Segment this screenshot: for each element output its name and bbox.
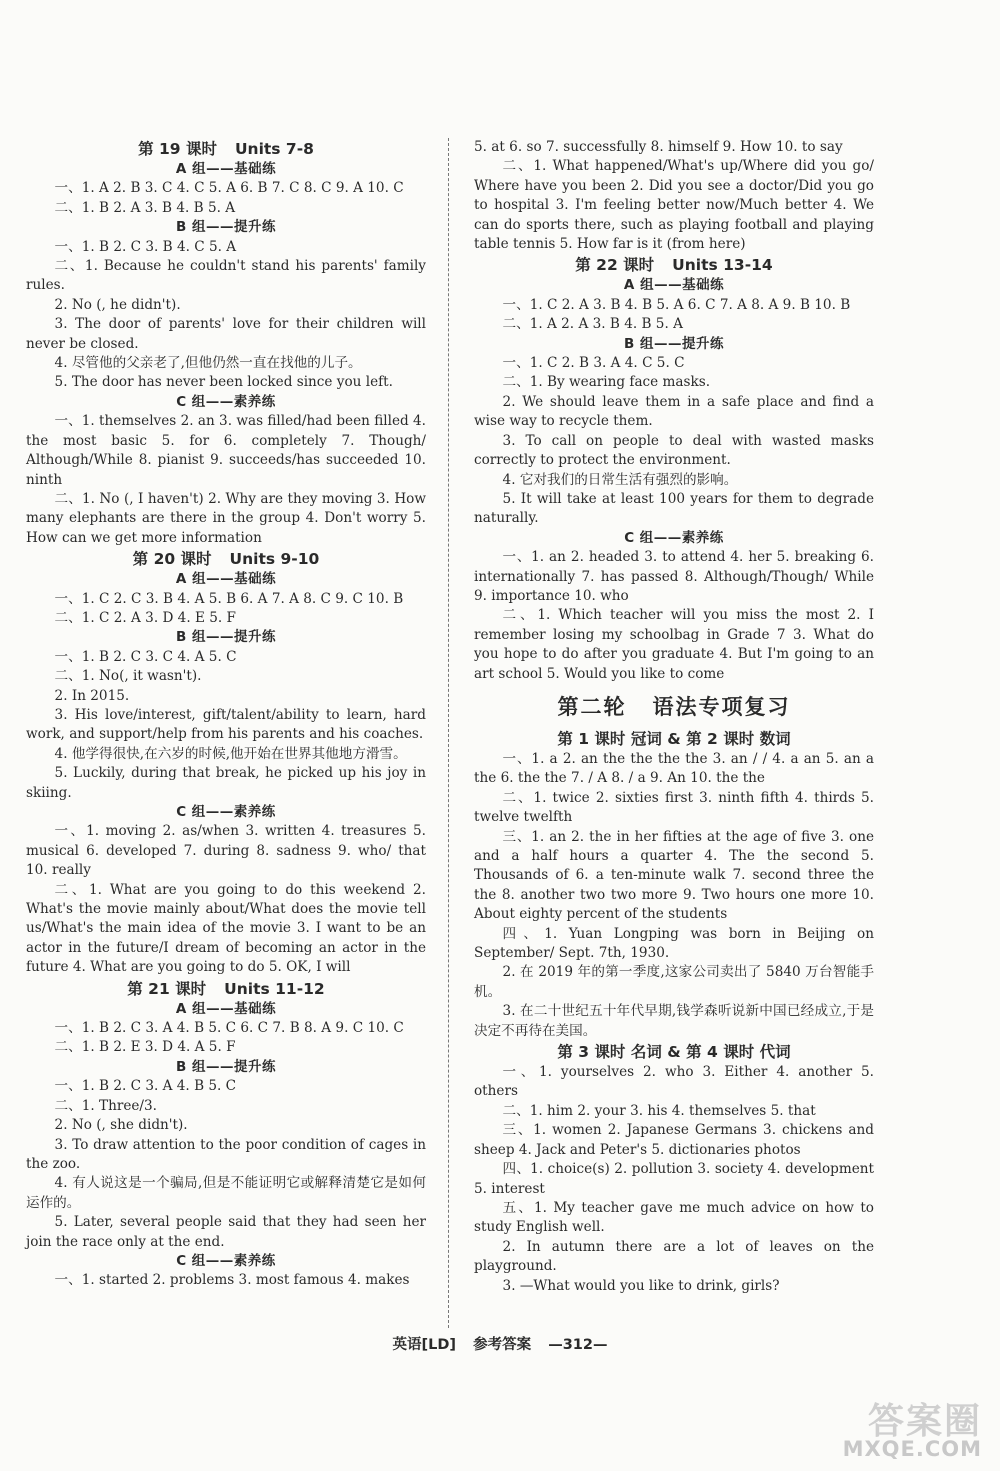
lesson-units: Units 13-14 bbox=[672, 256, 773, 275]
answer-line: 5. Luckily, during that break, he picked up his joy in skiing. bbox=[26, 765, 426, 801]
lesson-heading bbox=[474, 254, 874, 276]
group-heading: B 组——提升练 bbox=[176, 219, 276, 236]
answer-line: 一、1. C 2. A 3. B 4. B 5. A 6. C 7. A 8. A 9. B 10. B bbox=[502, 296, 851, 313]
answer-line: 一、1. C 2. B 3. A 4. C 5. C bbox=[502, 355, 685, 372]
lesson-number: 第 19 课时 bbox=[138, 140, 217, 158]
round-title: 第二轮 bbox=[557, 694, 627, 719]
answer-line: 2. No (, he didn't). bbox=[54, 296, 181, 313]
group-heading: A 组——基础练 bbox=[175, 1000, 277, 1017]
answer-line: 二、1. B 2. A 3. B 4. B 5. A bbox=[54, 199, 236, 216]
group-heading: C 组——素养练 bbox=[176, 804, 276, 820]
answer-line: 一、1. C 2. C 3. B 4. A 5. B 6. A 7. A 8. C 9. C 10. B bbox=[54, 590, 404, 607]
answer-line: 3. His love/interest, gift/talent/ability to learn, hard work, and support/help from his parents and his coaches. bbox=[26, 706, 426, 743]
lesson-units: Units 11-12 bbox=[224, 979, 325, 998]
answer-line: 一、1. yourselves 2. who 3. Either 4. another 5. others bbox=[474, 1064, 874, 1100]
answer-line: 四、1. Yuan Longping was born in Beijing on September/ Sept. 7th, 1930. bbox=[474, 925, 874, 962]
answer-line: 4. 他学得很快,在六岁的时候,他开始在世界其他地方滑雪。 bbox=[54, 745, 407, 762]
group-heading: A 组——基础练 bbox=[175, 161, 277, 177]
answer-line: 二、1. him 2. your 3. his 4. themselves 5. that bbox=[502, 1102, 816, 1119]
answer-line: 5. at 6. so 7. successfully 8. himself 9. How 10. to say bbox=[474, 139, 843, 155]
lesson-heading bbox=[26, 138, 426, 160]
group-heading: C 组——素养练 bbox=[624, 529, 724, 546]
group-heading: B 组——提升练 bbox=[176, 629, 276, 646]
answer-line: 3. To draw attention to the poor condition of cages in the zoo. bbox=[26, 1136, 426, 1172]
lesson-heading bbox=[474, 728, 874, 750]
lesson-number: 第 20 课时 bbox=[132, 550, 212, 569]
group-heading: B 组——提升练 bbox=[624, 335, 724, 352]
answer-line: 二、1. Three/3. bbox=[54, 1097, 157, 1114]
footer-label: 参考答案 bbox=[473, 1337, 532, 1353]
answer-line: 4. 有人说这是一个骗局,但是不能证明它或解释清楚它是如何运作的。 bbox=[26, 1175, 426, 1211]
answer-line: 二、1. What are you going to do this weekend 2. What's the movie mainly about/What does the movie tell us/What's the main idea of the movie 3. I want to be an actor in the future/I dream of becoming an actor in the future 4. What are you going to do 5. OK, I will bbox=[26, 881, 426, 976]
answer-line: 2. 在 2019 年的第一季度,这家公司卖出了 5840 万台智能手机。 bbox=[474, 964, 874, 1000]
lesson-number: 第 22 课时 bbox=[575, 256, 655, 275]
answer-line: 3. 在二十世纪五十年代早期,钱学森听说新中国已经成立,于是决定不再待在美国。 bbox=[474, 1003, 874, 1039]
lesson-units: Units 9-10 bbox=[229, 550, 320, 569]
answer-line: 三、1. an 2. the in her fifties at the age of five 3. one and a half hours a quarter 4. The the second 5. Thousands of 6. a ten-minute walk 7. second three the the 8. another two two more 9. Two hours one more 10. About eighty percent of the students bbox=[474, 828, 874, 923]
answer-line: 一、1. started 2. problems 3. most famous 4. makes bbox=[54, 1272, 410, 1289]
answer-line: 二、1. A 2. A 3. B 4. B 5. A bbox=[502, 316, 683, 333]
answer-line: 5. Later, several people said that they had seen her join the race only at the end. bbox=[26, 1214, 426, 1250]
answer-line: 4. 尽管他的父亲老了,但他仍然一直在找他的儿子。 bbox=[54, 355, 362, 372]
answer-line: 三、1. women 2. Japanese Germans 3. chickens and sheep 4. Jack and Peter's 5. dictionaries photos bbox=[474, 1122, 874, 1158]
answer-line: 二、1. No(, it wasn't). bbox=[54, 668, 202, 685]
answer-line: 一、1. B 2. C 3. C 4. A 5. C bbox=[54, 648, 237, 665]
answer-line: 2. We should leave them in a safe place and find a wise way to recycle them. bbox=[474, 393, 874, 430]
page-footer bbox=[0, 1333, 1000, 1354]
answer-line: 3. —What would you like to drink, girls? bbox=[502, 1277, 780, 1294]
column-divider bbox=[448, 138, 449, 1328]
watermark-url: MXQE.COM bbox=[842, 1437, 982, 1461]
round-subtitle: 语法专项复习 bbox=[652, 694, 791, 719]
answer-line: 3. The door of parents' love for their children will never be closed. bbox=[26, 316, 426, 352]
answer-line: 5. The door has never been locked since you left. bbox=[54, 374, 393, 391]
lesson-units: Units 7-8 bbox=[234, 140, 314, 158]
answer-line: 二、1. twice 2. sixties first 3. ninth fifth 4. thirds 5. twelve twelfth bbox=[474, 789, 874, 826]
answer-line: 一、1. moving 2. as/when 3. written 4. treasures 5. musical 6. developed 7. during 8. sadness 9. who/ that 10. really bbox=[26, 823, 426, 879]
answer-line: 二、1. No (, I haven't) 2. Why are they moving 3. How many elephants are there in the group 4. Don't worry 5. How can we get more information bbox=[26, 490, 426, 546]
answer-line: 二、1. By wearing face masks. bbox=[502, 374, 711, 391]
answer-line: 二、1. Which teacher will you miss the most 2. I remember losing my schoolbag in Grade 7 3. What do you hope to do after you graduate 4. But I'm going to an art school 5. Would you like to come bbox=[474, 607, 874, 682]
answer-line: 一、1. A 2. B 3. C 4. C 5. A 6. B 7. C 8. C 9. A 10. C bbox=[54, 180, 404, 197]
answer-line: 五、1. My teacher gave me much advice on how to study English well. bbox=[474, 1199, 874, 1236]
answer-line: 二、1. B 2. E 3. D 4. A 5. F bbox=[54, 1039, 236, 1056]
answer-line: 二、1. C 2. A 3. D 4. E 5. F bbox=[54, 609, 236, 626]
lesson-heading bbox=[26, 548, 426, 570]
answer-line: 2. No (, she didn't). bbox=[54, 1117, 188, 1134]
lesson-heading bbox=[26, 978, 426, 1000]
round-heading bbox=[474, 692, 874, 722]
left-column bbox=[26, 138, 426, 1291]
answer-line: 一、1. a 2. an the the the the 3. an / / 4. a an 5. an a the 6. the the 7. / A 8. / a 9. An 10. the the bbox=[474, 750, 874, 787]
answer-line: 一、1. B 2. C 3. B 4. C 5. A bbox=[54, 238, 237, 255]
watermark-logo: 答案圈 bbox=[867, 1401, 982, 1442]
footer-page-number: —312— bbox=[548, 1337, 608, 1353]
group-heading: A 组——基础练 bbox=[623, 277, 725, 294]
lesson-number: 第 3 课时 名词 & 第 4 课时 代词 bbox=[557, 1043, 791, 1062]
answer-line: 一、1. B 2. C 3. A 4. B 5. C 6. C 7. B 8. A 9. C 10. C bbox=[54, 1020, 404, 1037]
lesson-heading bbox=[474, 1041, 874, 1063]
footer-subject: 英语[LD] bbox=[392, 1337, 457, 1353]
group-heading: C 组——素养练 bbox=[176, 393, 276, 410]
lesson-number: 第 1 课时 冠词 & 第 2 课时 数词 bbox=[557, 729, 791, 748]
answer-line: 4. 它对我们的日常生活有强烈的影响。 bbox=[502, 471, 738, 488]
group-heading: A 组——基础练 bbox=[175, 571, 277, 588]
answer-line: 2. In autumn there are a lot of leaves on the playground. bbox=[474, 1238, 874, 1275]
watermark bbox=[816, 1393, 982, 1463]
answer-line: 2. In 2015. bbox=[54, 687, 130, 704]
answer-line: 5. It will take at least 100 years for them to degrade naturally. bbox=[474, 490, 874, 527]
answer-line: 一、1. B 2. C 3. A 4. B 5. C bbox=[54, 1078, 237, 1095]
answer-line: 一、1. themselves 2. an 3. was filled/had been filled 4. the most basic 5. for 6. completely 7. Though/ Although/While 8. pianist 9. succeeds/has succeeded 10. ninth bbox=[26, 413, 427, 488]
right-column bbox=[474, 138, 874, 1296]
group-heading: B 组——提升练 bbox=[176, 1058, 276, 1075]
answer-line: 二、1. Because he couldn't stand his parents' family rules. bbox=[26, 258, 426, 294]
answer-line: 一、1. an 2. headed 3. to attend 4. her 5. breaking 6. internationally 7. has passed 8. Although/Though/ While 9. importance 10. who bbox=[474, 549, 874, 604]
group-heading: C 组——素养练 bbox=[176, 1252, 276, 1269]
answer-line: 二、1. What happened/What's up/Where did you go/ Where have you been 2. Did you see a doctor/Did you go to hospital 3. I'm feeling better now/Much better 4. We can do sports there, such as playing football and playing table tennis 5. How far is it (from here) bbox=[474, 158, 874, 253]
lesson-number: 第 21 课时 bbox=[127, 979, 207, 998]
answer-line: 3. To call on people to deal with wasted masks correctly to protect the environment. bbox=[474, 432, 874, 469]
answer-line: 四、1. choice(s) 2. pollution 3. society 4. development 5. interest bbox=[474, 1161, 874, 1197]
